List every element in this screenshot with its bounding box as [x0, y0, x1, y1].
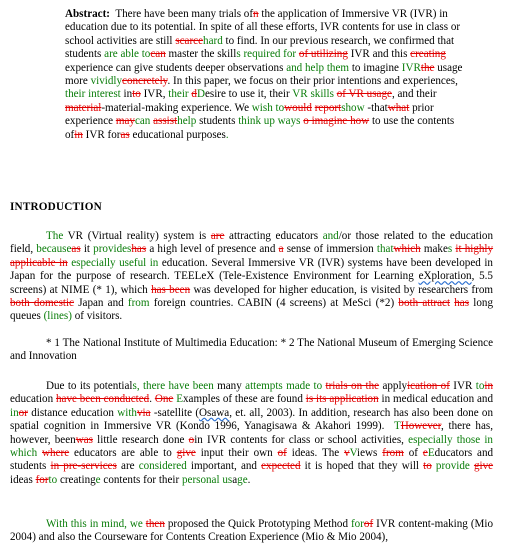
inserted-text: e	[95, 473, 101, 486]
deleted-text: to	[423, 460, 432, 473]
inserted-text: with	[117, 406, 137, 419]
inserted-text: T	[393, 420, 401, 433]
inserted-text: .	[225, 128, 229, 141]
deleted-text: of	[277, 447, 287, 460]
text: education. Several Immersive VR (IVR) systems have been developed in Japan for the purpose of research. TEELeX (Tele-Existence Environment for Learning	[10, 256, 493, 283]
inserted-text: wish to	[251, 101, 285, 114]
inserted-text: their	[168, 88, 189, 101]
inserted-text: s	[447, 243, 453, 256]
text: contents for their	[103, 473, 180, 486]
abstract-paragraph	[65, 8, 463, 142]
deleted-text: One	[154, 393, 174, 406]
inserted-text: E	[176, 393, 183, 406]
inserted-text: IVR	[401, 61, 421, 74]
text: VR (Virtual reality) system is	[67, 230, 207, 242]
text: iews	[357, 447, 378, 460]
text: Due to its potential	[46, 380, 133, 392]
text: education	[10, 393, 54, 406]
inserted-text: provide	[435, 460, 470, 473]
text: .	[247, 473, 251, 486]
text: IVR content-making (Mio 2004) and also the Courseware for Contents Creation Experience (Mio & Mio 2004),	[10, 518, 494, 544]
text: IVR and this	[350, 48, 408, 61]
deleted-text: o imagine how	[303, 115, 370, 128]
text: -material-making experience. We	[101, 101, 250, 114]
inserted-text: are able to	[104, 48, 151, 61]
section-heading: INTRODUCTION	[10, 201, 102, 213]
inserted-text: s	[132, 380, 137, 392]
inserted-text: considered	[138, 460, 187, 473]
deleted-text: where	[42, 447, 70, 460]
deleted-text: from	[382, 447, 404, 460]
text: sense of immersion	[286, 243, 374, 256]
deleted-text: the	[420, 61, 435, 74]
text: educational purposes	[132, 128, 226, 141]
inserted-text: ge	[237, 473, 248, 486]
deleted-text: then	[145, 518, 165, 530]
text: important, and	[190, 460, 257, 473]
inserted-text: their interest	[65, 88, 121, 101]
inserted-text: required for	[243, 48, 297, 61]
deleted-text: give	[473, 460, 494, 473]
deleted-text: trials on the	[325, 380, 380, 392]
intro-paragraph-1	[10, 230, 493, 324]
text: -satellite (	[153, 406, 200, 419]
inserted-text: attempts made to	[245, 380, 323, 392]
deleted-text: scarce	[175, 34, 204, 47]
inserted-text: because	[36, 243, 72, 256]
inserted-text: , there have been	[136, 380, 214, 392]
text: to use the contents of	[65, 115, 455, 141]
deleted-text: assist	[153, 115, 178, 128]
deleted-text: give	[176, 447, 196, 460]
inserted-text: and help them	[286, 61, 350, 74]
inserted-text: With this in mind, we	[46, 518, 143, 530]
text: foreign countries. CABIN (4 screens) at MeSci (*2)	[153, 297, 395, 310]
inserted-text: can	[134, 115, 151, 128]
text: /or those related to the education field,	[10, 230, 494, 256]
deleted-text: via	[136, 406, 151, 419]
text: a high level of presence and	[149, 243, 276, 256]
deleted-text: for	[35, 473, 49, 486]
footnote-line-1: * 1 The National Institute of Multimedia Education: * 2 The	[46, 337, 315, 349]
inserted-text: s	[236, 48, 241, 61]
text: xamples of these are found	[182, 393, 303, 406]
deleted-text: may	[115, 115, 135, 128]
inserted-text: V	[349, 447, 358, 460]
deleted-text: both attract	[398, 297, 451, 310]
text: , and their	[391, 88, 437, 101]
deleted-text: both domestic	[10, 297, 74, 310]
text: it is hoped that they will	[304, 460, 419, 473]
deleted-text: is its application	[305, 393, 379, 406]
text: in	[123, 88, 133, 101]
deleted-text: report	[314, 101, 342, 114]
inserted-text: especially useful in	[71, 256, 159, 269]
inserted-text: (lines)	[43, 310, 72, 323]
inserted-text: show	[341, 101, 365, 114]
inserted-text: from	[127, 297, 150, 310]
text: . In this paper, we focus on their prior intentions and experiences,	[167, 75, 458, 88]
footnote	[10, 337, 493, 364]
intro-paragraph-2: Due to its potentials, there have been many attempts made to trials on the applyication of IVR toin education have been conducted. One Examples of these are found is its application in medical education and inor distance education withvia -satellite (Osawa, et. all, 2003). In addition, research has also been done on spatial cognition in Immersive VR (Kondo 1996, Yanagisawa & Akahori 1999). THowever, there has, however, beenwas little research done oin IVR contents for class or school activities, especially those in which where educators are able to give input their own of ideas. The vViews from of eEducators and students in pre-services are considered important, and expected it is hoped that they will to provide give ideas forto creatinge contents for their personal usage.	[10, 380, 494, 486]
deleted-text: a	[278, 243, 284, 256]
abstract-label: Abstract:	[65, 8, 110, 20]
text: ducators and students	[10, 447, 494, 473]
text: in IVR contents for class or school activities,	[194, 433, 404, 446]
deleted-text: ication of	[407, 380, 450, 392]
deleted-text: of VR usage	[336, 88, 392, 101]
deleted-text: which	[393, 243, 421, 256]
text: esire to use it, their	[204, 88, 290, 101]
text: proposed the Quick Prototyping Method	[167, 518, 348, 530]
text: make	[423, 243, 448, 256]
spellcheck-text: Osawa	[199, 406, 230, 419]
deleted-text: or	[18, 406, 28, 419]
text: it	[83, 243, 90, 256]
text: , there has, however, been	[10, 420, 493, 446]
text: of	[408, 447, 418, 460]
deleted-text: has	[454, 297, 470, 310]
deleted-text: to	[132, 88, 141, 101]
text: ideas. The	[291, 447, 340, 460]
text: creating	[59, 473, 96, 486]
deleted-text: of utilizing	[298, 48, 348, 61]
text: are	[121, 460, 135, 473]
text: was developed for higher education, is visited by researchers from	[193, 283, 493, 296]
text: , 5.5 screens) at NIME (* 1), which	[10, 270, 493, 296]
text: IVR,	[143, 88, 166, 101]
text: usage more	[65, 61, 463, 88]
text: long queues	[10, 297, 493, 323]
text: experience can give students deeper observations	[65, 61, 284, 74]
inserted-text: personal us	[181, 473, 233, 486]
inserted-text: hard	[203, 34, 223, 47]
deleted-text: can	[150, 48, 166, 61]
deleted-text: in	[484, 380, 494, 392]
text: in medical education and	[381, 393, 494, 406]
text: , et. all, 2003). In addition, research has also been done on spatial cognition in Immersive VR (Kondo 1996, Yanagisawa & Akahori 1999).	[10, 406, 494, 433]
inserted-text: to	[48, 473, 58, 486]
deleted-text: in pre-services	[50, 460, 117, 473]
deleted-text: as	[71, 243, 81, 256]
text: many	[217, 380, 242, 392]
inserted-text: and	[322, 230, 339, 242]
inserted-text: especially those in which	[10, 433, 493, 460]
deleted-text: e	[422, 447, 428, 460]
deleted-text: o	[188, 433, 195, 446]
deleted-text: d	[191, 88, 197, 101]
text: IVR	[453, 380, 473, 392]
inserted-text: provides	[93, 243, 132, 256]
deleted-text: have been conducted	[56, 393, 150, 406]
deleted-text: concretely	[122, 75, 168, 88]
deleted-text: creating	[410, 48, 446, 61]
text: ideas	[10, 473, 33, 486]
text: the application of Immersive VR (IVR) in education due to its potential. In spite of all these efforts, IVR contents for use in class or school activities are still	[65, 8, 461, 47]
inserted-text: VR skill	[292, 88, 330, 101]
text: -that	[367, 101, 388, 114]
text: Japan and	[78, 297, 124, 310]
inserted-text: E	[427, 447, 435, 460]
text: of visitors.	[74, 310, 123, 323]
deleted-text: has been	[151, 283, 191, 296]
inserted-text: to	[475, 380, 485, 392]
inserted-text: for	[350, 518, 364, 530]
inserted-text: The	[46, 230, 64, 242]
inserted-text: vividly	[90, 75, 123, 88]
deleted-text: of	[363, 518, 374, 530]
intro-paragraph-3	[10, 518, 493, 545]
text: apply	[382, 380, 408, 392]
inserted-text: s	[329, 88, 334, 101]
deleted-text: would	[284, 101, 312, 114]
inserted-text: D	[196, 88, 205, 101]
deleted-text: as	[120, 128, 130, 141]
deleted-text: what	[387, 101, 410, 114]
text: to imagine	[351, 61, 399, 74]
text: IVR for	[85, 128, 121, 141]
footnote-line-2: National Museum of Emerging Science and Innovation	[10, 337, 493, 363]
text: input their own	[200, 447, 273, 460]
text: attracting educators	[229, 230, 319, 242]
inserted-text: in	[10, 406, 19, 419]
inserted-text: that	[376, 243, 394, 256]
deleted-text: in	[74, 128, 83, 141]
text: master the skill	[168, 48, 237, 61]
deleted-text: material	[65, 101, 102, 114]
deleted-text: However	[400, 420, 441, 433]
deleted-text: it highly applicable in	[10, 243, 494, 269]
deleted-text: has	[131, 243, 147, 256]
spellcheck-text: eXploration	[418, 270, 472, 283]
deleted-text: v	[344, 447, 350, 460]
text: educators are able to	[74, 447, 172, 460]
inserted-text: think up ways	[238, 115, 301, 128]
deleted-text: are	[210, 230, 225, 242]
deleted-text: was	[75, 433, 93, 446]
text: prior experience	[65, 101, 434, 128]
inserted-text: help	[177, 115, 197, 128]
text: distance education	[31, 406, 114, 419]
text: students	[199, 115, 236, 128]
text: to find. In our previous research, we confirmed that students	[65, 34, 455, 61]
deleted-text: n	[253, 8, 259, 20]
text: a	[232, 473, 238, 486]
text: little research done	[97, 433, 185, 446]
text: There have been many trials of	[115, 8, 254, 20]
deleted-text: expected	[261, 460, 301, 473]
